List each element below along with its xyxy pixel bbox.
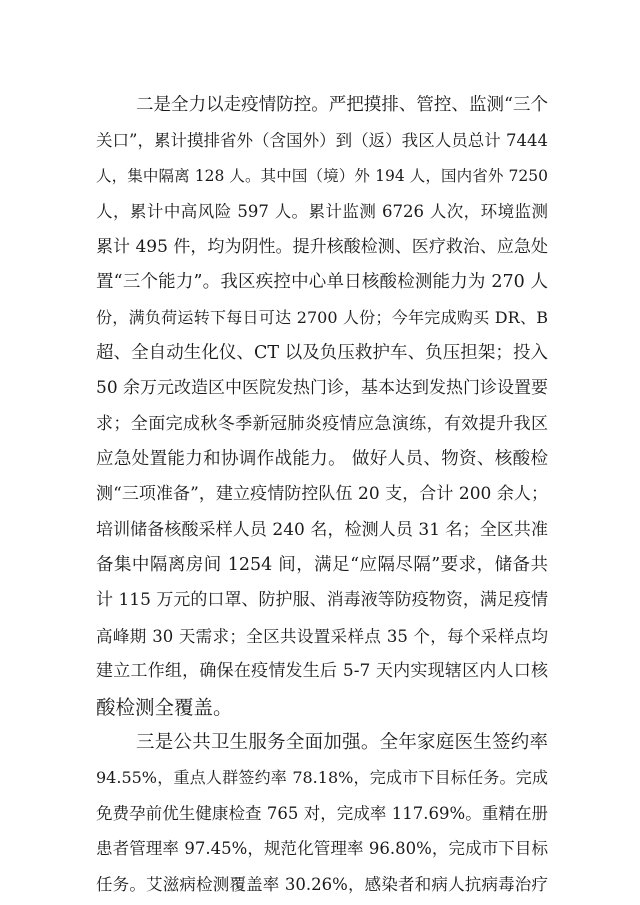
paragraph-epidemic-control: [96, 88, 548, 725]
text-line: 人，累计中高风险 597 人。累计监测 6726 人次，环境监测: [96, 202, 548, 222]
text-line: 三是公共卫生服务全面加强。全年家庭医生签约率: [136, 732, 548, 754]
text-line: 关口”，累计摸排省外（含国外）到（返）我区人员总计 7444: [96, 131, 548, 151]
text-line: 建立工作组，确保在疫情发生后 5-7 天内实现辖区内人口核: [96, 661, 548, 682]
text-line: 置“三个能力”。我区疾控中心单日核酸检测能力为 270 人: [96, 271, 548, 292]
text-line: 测“三项准备”，建立疫情防控队伍 20 支，合计 200 余人；: [96, 484, 548, 505]
text-line: 累计 495 件，均为阴性。提升核酸检测、医疗救治、应急处: [96, 236, 548, 257]
text-line: 高峰期 30 天需求；全区共设置采样点 35 个，每个采样点均: [96, 626, 548, 646]
text-line: 94.55%，重点人群签约率 78.18%，完成市下目标任务。完成: [96, 768, 548, 788]
text-line: 人，集中隔离 128 人。其中国（境）外 194 人，国内省外 7250: [96, 166, 548, 185]
text-line: 酸检测全覆盖。: [96, 695, 233, 719]
text-line: 免费孕前优生健康检查 765 对，完成率 117.69%。重精在册: [96, 803, 548, 823]
text-line: 培训储备核酸采样人员 240 名，检测人员 31 名；全区共准: [96, 519, 548, 540]
text-line: 份，满负荷运转下每日可达 2700 人份；今年完成购买 DR、B: [96, 308, 548, 328]
text-line: 应急处置能力和协调作战能力。 做好人员、物资、核酸检: [96, 448, 548, 469]
text-line: 计 115 万元的口罩、防护服、消毒液等防疫物资，满足疫情: [96, 590, 548, 611]
paragraph-public-health: [96, 725, 548, 902]
text-line: 任务。艾滋病检测覆盖率 30.26%，感染者和病人抗病毒治疗: [96, 874, 548, 894]
document-page: [96, 88, 548, 902]
text-line: 求；全面完成秋冬季新冠肺炎疫情应急演练，有效提升我区: [96, 413, 548, 434]
text-line: 50 余万元改造区中医院发热门诊，基本达到发热门诊设置要: [96, 378, 549, 399]
text-line: 备集中隔离房间 1254 间，满足“应隔尽隔”要求，储备共: [96, 555, 548, 576]
text-line: 二是全力以走疫情防控。严把摸排、管控、监测“三个: [136, 95, 548, 115]
text-line: 超、全自动生化仪、CT 以及负压救护车、负压担架；投入: [96, 342, 548, 363]
text-line: 患者管理率 97.45%，规范化管理率 96.80%，完成市下目标: [96, 839, 548, 859]
